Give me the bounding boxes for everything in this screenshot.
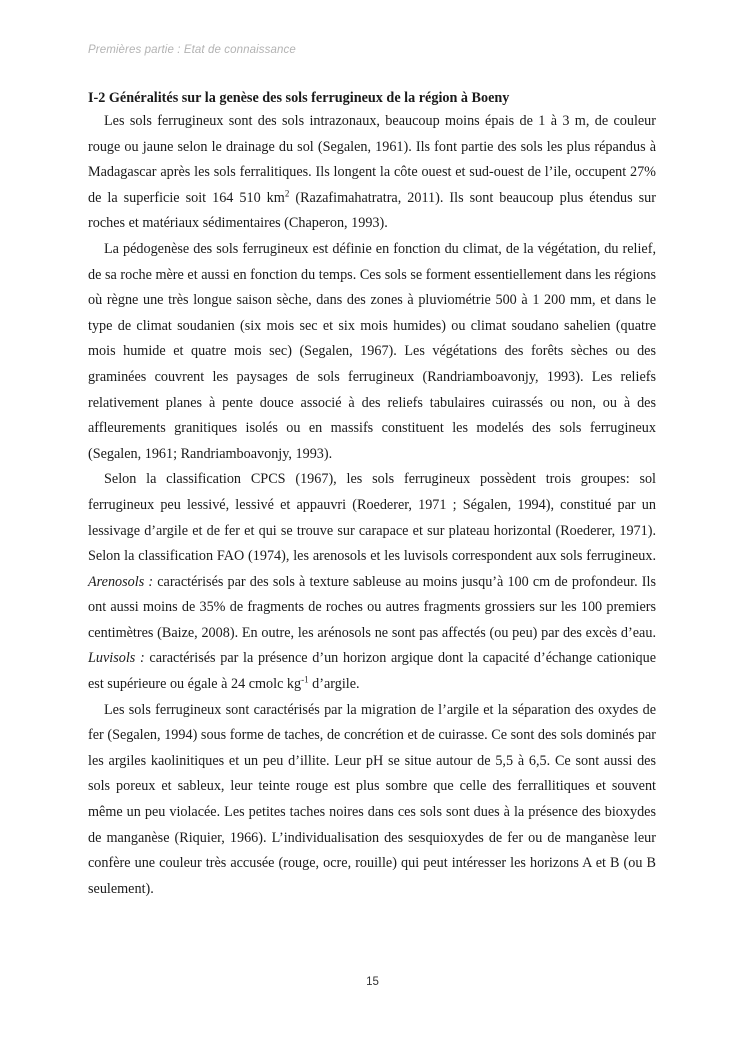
paragraph-3-text-a: Selon la classification CPCS (1967), les sols ferrugineux possèdent trois groupes: sol ferrugineux peu lessivé, lessivé et appauvri (Roederer, 1971 ; Ségalen, 1994), constitué par un lessivage d’argile et de fer et qui se trouve sur carapace et sur plateau horizontal (Roederer, 1971). Selon la classification FAO (1974), les arenosols et les luvisols correspondent aux sols ferrugineux. — [88, 471, 656, 565]
paragraph-1-text-b: (Razafimahatratra, 2011). Ils sont beaucoup plus étendus sur roches et matériaux sédimentaires (Chaperon, 1993). — [88, 189, 656, 232]
paragraph-1-text-a: Les sols ferrugineux sont des sols intrazonaux, beaucoup moins épais de 1 à 3 m, de couleur rouge ou jaune selon le drainage du sol (Segalen, 1961). Ils font partie des sols les plus répandus à Madagascar après les sols ferralitiques. Ils longent la côte ouest et sud-ouest de l’ile, occupent 27% de la superficie soit 164 510 km — [88, 113, 656, 206]
section-title: I-2 Généralités sur la genèse des sols ferrugineux de la région à Boeny — [88, 90, 510, 106]
paragraph-2: La pédogenèse des sols ferrugineux est définie en fonction du climat, de la végétation, du relief, de sa roche mère et aussi en fonction du temps. Ces sols se forment essentiellement dans les régions où règne une très longue saison sèche, dans des zones à pluviométrie 500 à 1 200 mm, et dans le type de climat soudanien (six mois sec et six mois humides) ou climat soudano sahelien (quatre mois humide et quatre mois sec) (Segalen, 1967). Les végétations des forêts sèches ou des graminées couvrent les paysages de sols ferrugineux (Randriamboavonjy, 1993). Les reliefs relativement planes à pente douce associé à des reliefs tabulaires cuirassés ou non, ou à des affleurements granitiques isolés ou en massifs constituent les modelés des sols ferrugineux (Segalen, 1961; Randriamboavonjy, 1993). — [88, 240, 656, 462]
page-number: 15 — [366, 976, 379, 988]
paragraph-3-text-c: caractérisés par la présence d’un horizon argique dont la capacité d’échange cationique est supérieure ou égale à 24 cmolc kg — [88, 650, 656, 693]
running-header: Premières partie : Etat de connaissance — [88, 44, 296, 56]
term-luvisols: Luvisols : — [88, 650, 145, 667]
superscript-km2: 2 — [284, 188, 290, 199]
term-arenosols: Arenosols : — [88, 573, 154, 590]
superscript-kg: -1 — [301, 674, 309, 685]
paragraph-3 — [88, 467, 656, 697]
document-body — [88, 88, 656, 902]
paragraph-3-text-b: caractérisés par des sols à texture sableuse au moins jusqu’à 100 cm de profondeur. Ils ont aussi moins de 35% de fragments de roches ou autres fragments grossiers sur les 100 premiers centimètres (Baize, 2008). En outre, les arénosols ne sont pas affectés (ou peu) par des excès d’eau. — [88, 573, 656, 641]
paragraph-3-text-d: d’argile. — [308, 676, 360, 693]
paragraph-4: Les sols ferrugineux sont caractérisés par la migration de l’argile et la séparation des oxydes de fer (Segalen, 1994) sous forme de taches, de concrétion et de cuirasse. Ce sont des sols dominés par les argiles kaolinitiques et un peu d’illite. Leur pH se situe autour de 5,5 à 6,5. Ce sont aussi des sols poreux et sableux, leur teinte rouge est plus sombre que celle des ferrallitiques et souvent même un peu violacée. Les petites taches noires dans ces sols sont dues à la présence des bioxydes de manganèse (Riquier, 1966). L’individualisation des sesquioxydes de fer ou de manganèse leur confère une couleur très accusée (rouge, ocre, rouille) qui peut intéresser les horizons A et B (ou B seulement). — [88, 701, 656, 897]
paragraph-1 — [88, 109, 656, 237]
